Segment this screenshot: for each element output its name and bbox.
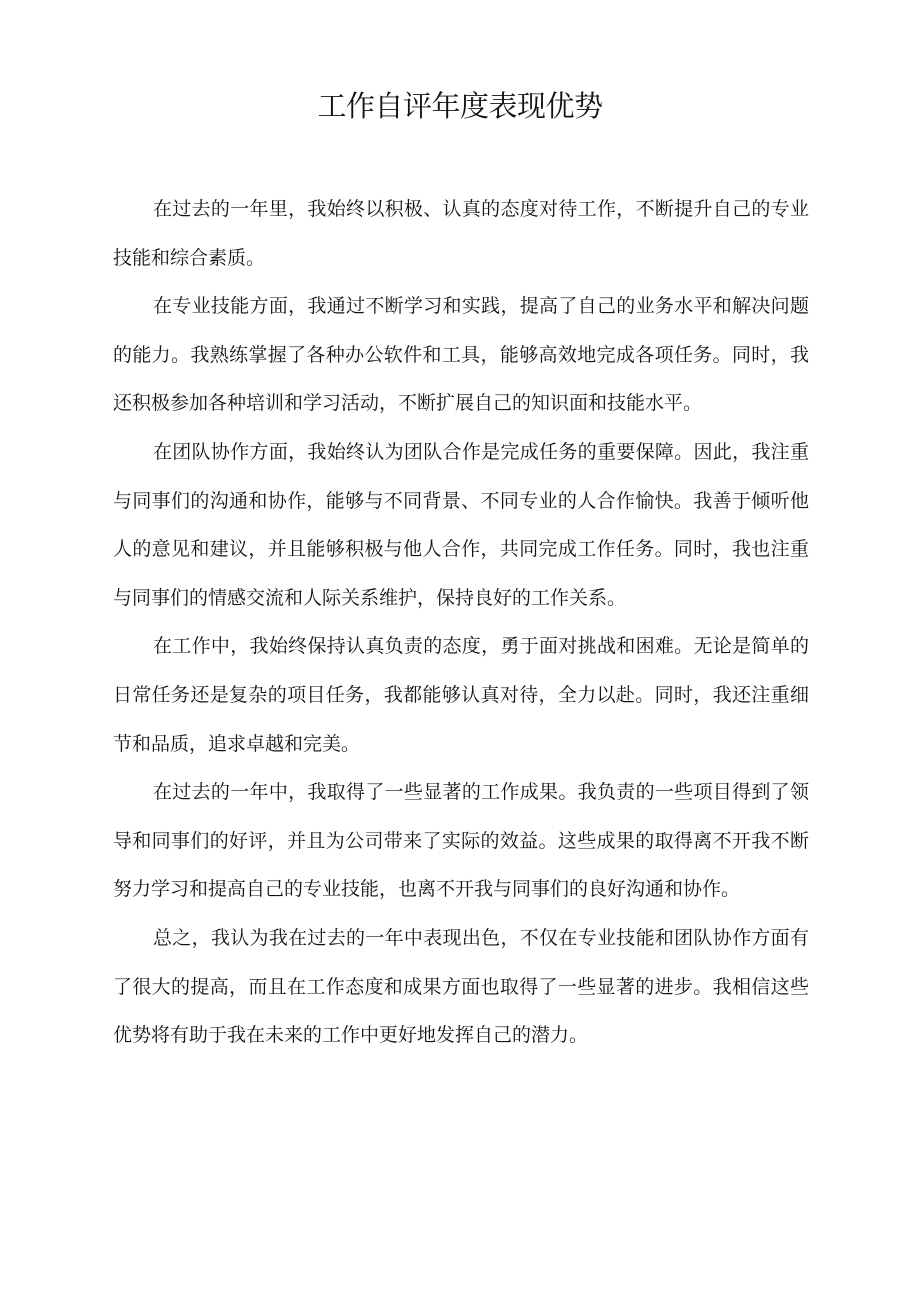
paragraph-professional-skills: 在专业技能方面，我通过不断学习和实践，提高了自己的业务水平和解决问题的能力。我熟练掌握了各种办公软件和工具，能够高效地完成各项任务。同时，我还积极参加各种培训和学习活动，不断扩展自己的知识面和技能水平。: [113, 295, 809, 415]
paragraph-achievements: 在过去的一年中，我取得了一些显著的工作成果。我负责的一些项目得到了领导和同事们的好评，并且为公司带来了实际的效益。这些成果的取得离不开我不断努力学习和提高自己的专业技能，也离不开我与同事们的良好沟通和协作。: [113, 781, 809, 901]
paragraph-teamwork: 在团队协作方面，我始终认为团队合作是完成任务的重要保障。因此，我注重与同事们的沟通和协作，能够与不同背景、不同专业的人合作愉快。我善于倾听他人的意见和建议，并且能够积极与他人合作，共同完成工作任务。同时，我也注重与同事们的情感交流和人际关系维护，保持良好的工作关系。: [113, 440, 809, 609]
paragraph-work-attitude: 在工作中，我始终保持认真负责的态度，勇于面对挑战和困难。无论是简单的日常任务还是复杂的项目任务，我都能够认真对待，全力以赴。同时，我还注重细节和品质，追求卓越和完美。: [113, 635, 809, 755]
document-body: [113, 185, 809, 1060]
paragraph-conclusion: 总之，我认为我在过去的一年中表现出色，不仅在专业技能和团队协作方面有了很大的提高，而且在工作态度和成果方面也取得了一些显著的进步。我相信这些优势将有助于我在未来的工作中更好地发挥自己的潜力。: [113, 926, 809, 1047]
document-title: 工作自评年度表现优势: [317, 89, 603, 123]
paragraph-intro: 在过去的一年里，我始终以积极、认真的态度对待工作，不断提升自己的专业技能和综合素质。: [113, 198, 809, 269]
